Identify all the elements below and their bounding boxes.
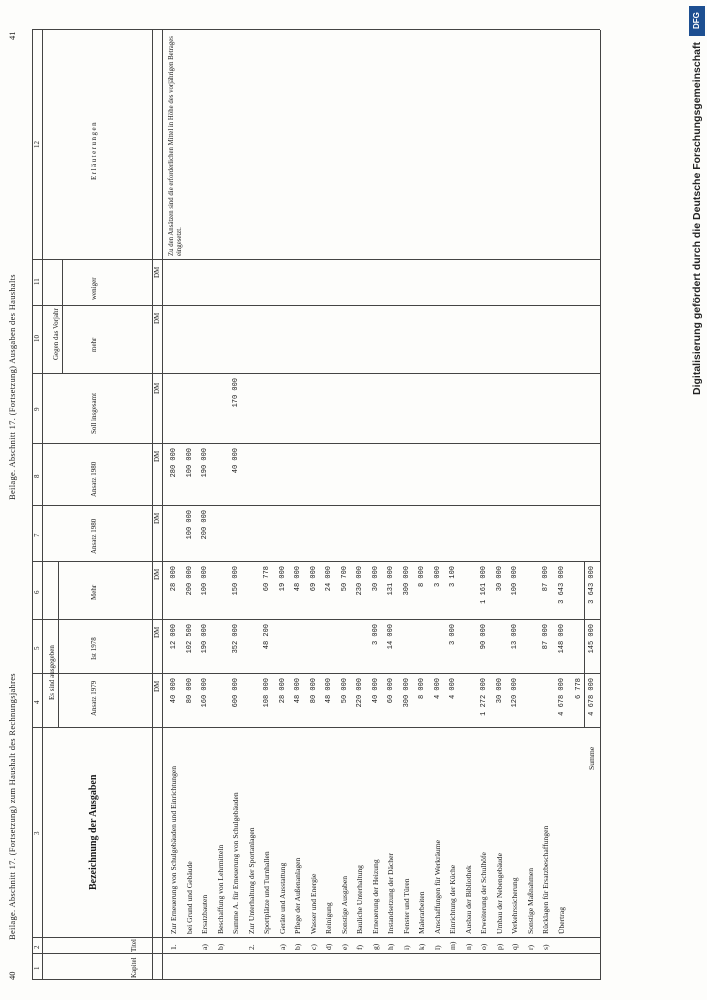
row-value-v6: 230 000 bbox=[356, 566, 364, 596]
row-value-v4: 40 000 bbox=[170, 678, 178, 704]
row-description: Pflege der Außenanlagen bbox=[293, 857, 302, 934]
row-value-v5: 102 500 bbox=[185, 624, 194, 654]
row-value-v6: 87 000 bbox=[542, 566, 550, 592]
row-title-no: r) bbox=[525, 944, 535, 950]
row-value-v4: 8 000 bbox=[418, 678, 426, 700]
row-value-v6: 150 000 bbox=[232, 566, 240, 596]
header-bezeichnung: Bezeichnung der Ausgaben bbox=[88, 774, 99, 890]
row-value-v6: 24 000 bbox=[325, 566, 333, 592]
row-title-no: l) bbox=[432, 945, 442, 950]
row-description: Rücklagen für Ersatzbeschaffungen bbox=[541, 825, 550, 934]
table-bottom-rule bbox=[600, 30, 601, 980]
row-value-v6: 69 000 bbox=[309, 566, 318, 592]
header-kapitel: Kapitel bbox=[130, 957, 138, 978]
row-value-v7: 100 000 bbox=[185, 510, 194, 540]
row-title-no: o) bbox=[479, 943, 488, 950]
right-page-number: 41 bbox=[7, 31, 17, 40]
col-num-8: 8 bbox=[33, 474, 41, 478]
col-num-2: 2 bbox=[33, 945, 41, 949]
row-value-v4: 80 000 bbox=[309, 678, 318, 704]
right-page-header: Beilage. Abschnitt 17. (Fortsetzung) Ausgaben des Haushalts bbox=[7, 274, 17, 500]
col-num-11: 11 bbox=[33, 278, 41, 285]
row-value-v6: 50 700 bbox=[340, 566, 349, 592]
col-num-1: 1 bbox=[33, 966, 41, 970]
row-value-v4: 4 000 bbox=[449, 678, 457, 700]
col-rule-1 bbox=[32, 953, 600, 954]
summe-col4: 4 678 000 bbox=[588, 678, 596, 716]
row-value-v6: 1 161 000 bbox=[480, 566, 488, 604]
col-num-7: 7 bbox=[33, 533, 41, 537]
summe-col6: 3 643 000 bbox=[588, 566, 596, 604]
row-value-v8: 100 000 bbox=[185, 448, 194, 478]
left-page-header: Beilage. Abschnitt 17. (Fortsetzung) zum Haushalt des Rechnungsjahres bbox=[7, 673, 17, 940]
header-col10: mehr bbox=[90, 337, 98, 352]
row-title-no: b) bbox=[215, 943, 225, 950]
row-value-v5: 190 000 bbox=[201, 624, 209, 654]
row-title-no: a) bbox=[200, 944, 209, 950]
row-value-v6: 48 000 bbox=[294, 566, 302, 592]
col-rule-0 bbox=[32, 979, 600, 980]
header-col8: Ansatz 1980 bbox=[90, 461, 98, 497]
row-title-no: q) bbox=[510, 943, 519, 950]
col-num-6: 6 bbox=[33, 590, 41, 594]
header-titel: Titel bbox=[130, 939, 138, 952]
row-value-v4: 80 000 bbox=[185, 678, 194, 704]
row-value-v6: 131 000 bbox=[387, 566, 395, 596]
row-value-v4: 220 000 bbox=[356, 678, 364, 708]
row-value-v6: 30 000 bbox=[371, 566, 380, 592]
row-description: Sonstige Ausgaben bbox=[339, 875, 349, 934]
col-num-3: 3 bbox=[33, 831, 41, 835]
row-description: Einrichtung der Küche bbox=[448, 864, 457, 934]
row-value-v6: 8 000 bbox=[418, 566, 426, 588]
col-num-10: 10 bbox=[33, 335, 41, 342]
row-value-v8: 190 000 bbox=[201, 448, 209, 478]
unit-col10: DM bbox=[153, 312, 161, 324]
row-description: bei Grund und Gebäude bbox=[184, 861, 194, 934]
header-col12: Erläuterungen bbox=[90, 120, 98, 180]
row-title-no: f) bbox=[355, 944, 364, 950]
row-value-v5: 12 000 bbox=[170, 624, 178, 650]
row-value-v4: 60 000 bbox=[387, 678, 395, 704]
row-value-v6: 200 000 bbox=[185, 566, 194, 596]
row-value-v6: 3 643 000 bbox=[557, 566, 566, 604]
col-rule-8 bbox=[32, 443, 600, 444]
unit-col6: DM bbox=[153, 568, 161, 580]
row-title-no: h) bbox=[386, 943, 395, 950]
row-description: Erneuerung der Heizung bbox=[370, 859, 380, 934]
row-description: Beschaffung von Lehrmitteln bbox=[215, 844, 225, 934]
row-description: Summe A. für Erneuerung von Schulgebäuden bbox=[231, 792, 240, 934]
row-value-v8: 40 000 bbox=[232, 448, 240, 474]
row-title-no: 1. bbox=[169, 944, 178, 950]
row-value-v6: 28 000 bbox=[170, 566, 178, 592]
row-value-v5: 14 000 bbox=[387, 624, 395, 650]
row-value-v4: 28 000 bbox=[278, 678, 287, 704]
row-value-v4: 48 000 bbox=[294, 678, 302, 704]
row-description: Geräte und Ausstattung bbox=[277, 862, 287, 934]
col-rule-11 bbox=[32, 259, 600, 260]
unit-col11: DM bbox=[153, 266, 161, 278]
row-title-no: c) bbox=[308, 944, 318, 950]
row-value-v7: 200 000 bbox=[201, 510, 209, 540]
row-title-no: d) bbox=[324, 943, 333, 950]
header-col5: Ist 1978 bbox=[90, 637, 98, 660]
row-title-no: e) bbox=[339, 944, 349, 950]
row-value-v5: 148 000 bbox=[557, 624, 566, 654]
row-description: Umbau der Nebengebäude bbox=[494, 853, 504, 934]
row-description: Anschaffungen für Werkräume bbox=[432, 840, 442, 934]
group-rule bbox=[58, 562, 59, 728]
row-title-no: g) bbox=[370, 943, 380, 950]
row-value-v4: 40 000 bbox=[371, 678, 380, 704]
row-title-no: m) bbox=[448, 941, 457, 950]
unit-col9: DM bbox=[153, 382, 161, 394]
row-value-v6: 100 000 bbox=[201, 566, 209, 596]
row-description: Zur Unterhaltung der Sportanlagen bbox=[246, 827, 256, 934]
row-value-v4: 108 000 bbox=[263, 678, 271, 708]
row-description: Ersatzbauten bbox=[200, 894, 209, 934]
col-num-5: 5 bbox=[33, 646, 41, 650]
col-rule-7 bbox=[32, 505, 600, 506]
row-description: Sonstige Maßnahmen bbox=[525, 867, 535, 934]
row-value-v5: 13 000 bbox=[511, 624, 519, 650]
minus-value: 6 778 bbox=[575, 678, 583, 700]
row-description: Erweiterung der Schulhöfe bbox=[479, 852, 488, 934]
col-rule-2 bbox=[32, 937, 600, 938]
dfg-stamp-text: Digitalisierung gefördert durch die Deutsche Forschungsgemeinschaft bbox=[691, 42, 703, 395]
vorjahr-split-rule bbox=[62, 305, 152, 306]
row-value-v5: 3 000 bbox=[449, 624, 457, 646]
row-title-no: s) bbox=[541, 944, 550, 950]
row-title-no: a) bbox=[277, 944, 287, 950]
row-value-v4: 50 000 bbox=[340, 678, 349, 704]
sum-rule bbox=[584, 562, 585, 728]
row-description: Wasser und Energie bbox=[308, 873, 318, 934]
col-num-9: 9 bbox=[33, 407, 41, 411]
left-page-number: 40 bbox=[7, 971, 17, 980]
header-group-vorjahr: Gegen das Vorjahr bbox=[52, 308, 60, 360]
erlaeuterung-footnote: Zu den Ansätzen sind die erforderlichen Mittel in Höhe des vorjährigen Betrages eingesetzt. bbox=[168, 36, 183, 256]
row-value-v6: 60 778 bbox=[263, 566, 271, 592]
row-value-v5: 87 000 bbox=[542, 624, 550, 650]
header-col4: Ansatz 1979 bbox=[90, 680, 98, 716]
row-description: Übertrag bbox=[556, 907, 566, 934]
row-value-v9: 170 000 bbox=[232, 378, 240, 408]
row-value-v5: 3 000 bbox=[371, 624, 380, 646]
dfg-logo-icon: DFG bbox=[689, 6, 705, 36]
row-title-no: i) bbox=[401, 945, 411, 950]
row-value-v4: 300 000 bbox=[402, 678, 411, 708]
row-description: Zur Erneuerung von Schulgebäuden und Einrichtungen bbox=[169, 765, 178, 934]
col-num-12: 12 bbox=[33, 141, 41, 148]
row-description: Reinigung bbox=[324, 902, 333, 934]
row-value-v4: 1 272 000 bbox=[480, 678, 488, 716]
row-title-no: n) bbox=[463, 943, 473, 950]
row-title-no: b) bbox=[293, 943, 302, 950]
row-description: Sportplätze und Turnhallen bbox=[262, 851, 271, 934]
row-value-v5: 352 000 bbox=[232, 624, 240, 654]
row-description: Fenster und Türen bbox=[401, 878, 411, 934]
vorjahr-group-rule bbox=[62, 260, 63, 374]
row-value-v4: 48 000 bbox=[325, 678, 333, 704]
header-col7: Ansatz 1980 bbox=[90, 518, 98, 554]
unit-col8: DM bbox=[153, 450, 161, 462]
row-value-v6: 300 000 bbox=[402, 566, 411, 596]
row-value-v4: 600 000 bbox=[232, 678, 240, 708]
col-rule-12 bbox=[32, 29, 600, 30]
row-title-no: 2. bbox=[246, 944, 256, 950]
row-description: Malerarbeiten bbox=[417, 891, 426, 934]
unit-col4: DM bbox=[153, 680, 161, 692]
row-title-no: k) bbox=[417, 943, 426, 950]
col-num-4: 4 bbox=[33, 700, 41, 704]
row-description: Instandsetzung der Dächer bbox=[386, 853, 395, 934]
row-value-v6: 3 000 bbox=[433, 566, 442, 588]
row-description: Ausbau der Bibliothek bbox=[463, 865, 473, 934]
col-rule-9 bbox=[32, 373, 600, 374]
row-value-v6: 3 100 bbox=[449, 566, 457, 588]
row-value-v6: 19 000 bbox=[278, 566, 287, 592]
header-col6: Mehr bbox=[90, 584, 98, 600]
row-title-no: p) bbox=[494, 943, 504, 950]
unit-col7: DM bbox=[153, 512, 161, 524]
summe-col5: 145 000 bbox=[588, 624, 596, 654]
row-description: Bauliche Unterhaltung bbox=[355, 865, 364, 934]
header-col11: weniger bbox=[90, 277, 98, 300]
row-value-v4: 4 678 000 bbox=[557, 678, 566, 716]
summe-label: Summe bbox=[587, 746, 596, 770]
row-value-v6: 30 000 bbox=[495, 566, 504, 592]
row-value-v5: 90 000 bbox=[480, 624, 488, 650]
row-description: Verkehrssicherung bbox=[510, 877, 519, 934]
row-value-v6: 100 000 bbox=[511, 566, 519, 596]
row-value-v4: 120 000 bbox=[511, 678, 519, 708]
col-rule-6 bbox=[32, 561, 600, 562]
header-group-ausgegeben: Es sind ausgegeben bbox=[48, 645, 56, 700]
dfg-stamp bbox=[689, 0, 705, 1000]
header-col9: Soll insgesamt bbox=[90, 392, 98, 434]
unit-col5: DM bbox=[153, 626, 161, 638]
row-value-v8: 280 000 bbox=[170, 448, 178, 478]
row-value-v4: 4 000 bbox=[433, 678, 442, 700]
row-value-v5: 48 200 bbox=[263, 624, 271, 650]
row-value-v4: 30 000 bbox=[495, 678, 504, 704]
row-value-v4: 160 000 bbox=[201, 678, 209, 708]
